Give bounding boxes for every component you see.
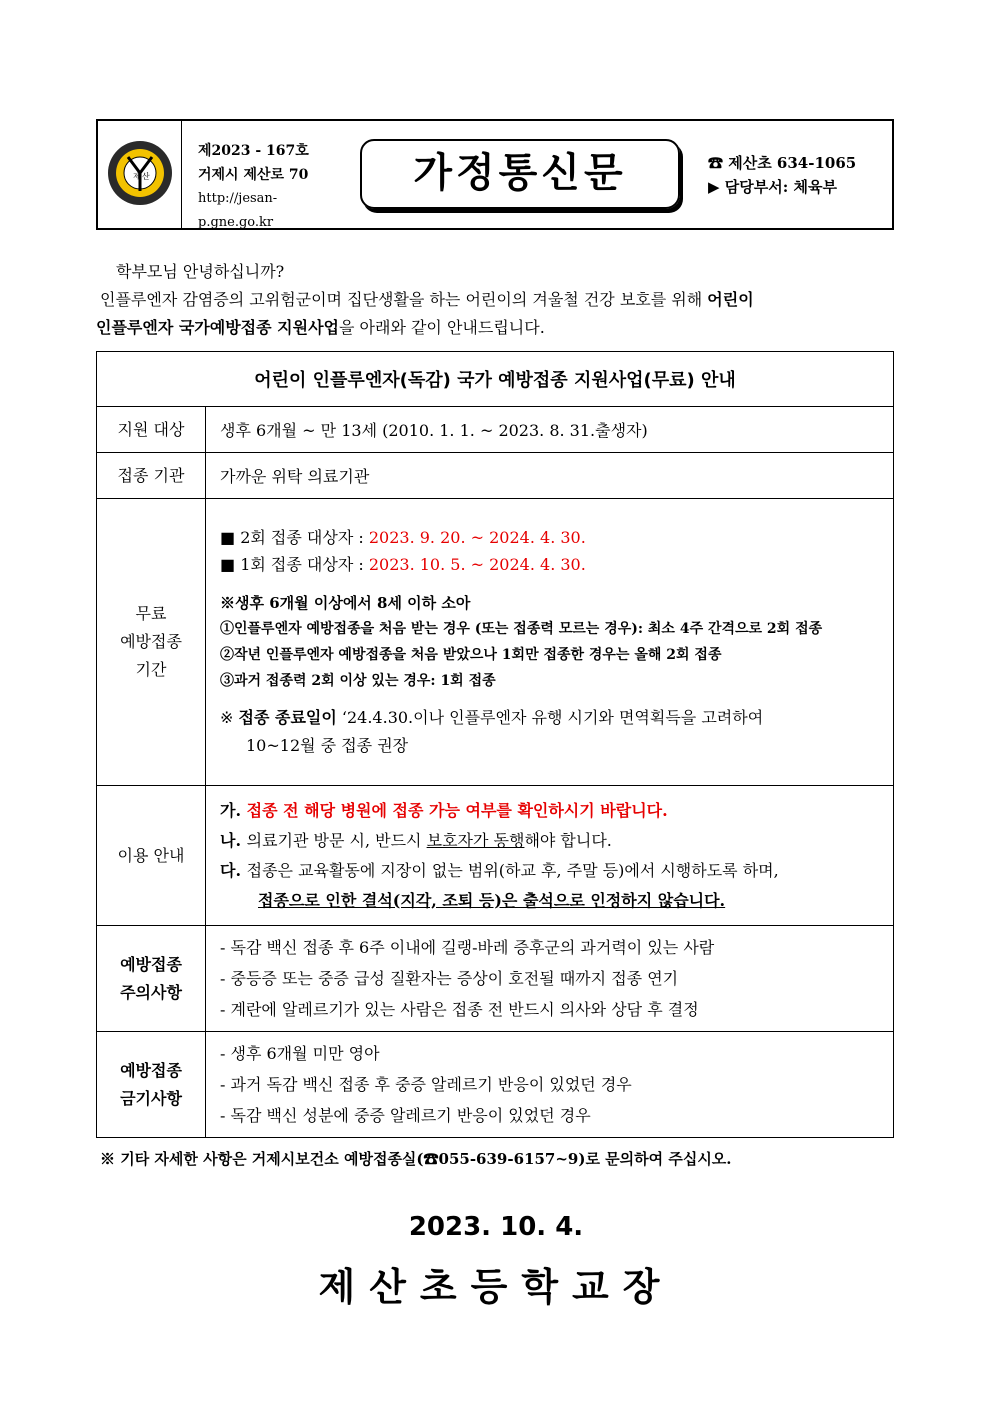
usage-c-text: 접종은 교육활동에 지장이 없는 범위(하교 후, 주말 등)에서 시행하도록 하며, (246, 860, 779, 880)
contra-item: - 과거 독감 백신 접종 후 중증 알레르기 반응이 있었던 경우 (220, 1075, 632, 1094)
period-label (97, 499, 206, 786)
contra-item: - 독감 백신 성분에 중증 알레르기 반응이 있었던 경우 (220, 1106, 591, 1125)
usage-item-c (220, 856, 893, 886)
contra-label-line: 예방접종 (120, 1060, 182, 1080)
letter-header (96, 119, 894, 230)
note-item: ①인플루엔자 예방접종을 처음 받는 경우 (또는 접종력 모르는 경우): 최소 4주 간격으로 2회 접종 (220, 621, 823, 637)
contra-item: - 생후 6개월 미만 영아 (220, 1044, 380, 1063)
period-1dose-label: ■ 1회 접종 대상자 : (220, 555, 369, 574)
period-1dose (220, 551, 893, 578)
school-address: 거제시 제산로 70 (198, 167, 309, 183)
program-name: 인플루엔자 국가예방접종 지원사업 (96, 318, 339, 337)
school-logo-cell (98, 121, 182, 228)
school-url[interactable]: http://jesan-p.gne.go.kr (198, 191, 278, 230)
institution-value: 가까운 위탁 의료기관 (206, 453, 894, 499)
table-caption: 어린이 인플루엔자(독감) 국가 예방접종 지원사업(무료) 안내 (97, 352, 894, 407)
contra-label (97, 1032, 206, 1138)
caution-item: - 독감 백신 접종 후 6주 이내에 길랭-바레 증후군의 과거력이 있는 사람 (220, 938, 715, 957)
caution-content (206, 926, 894, 1032)
contra-label-line: 금기사항 (120, 1088, 182, 1108)
usage-b-underline: 보호자가 동행 (426, 830, 525, 850)
usage-b-text: 의료기관 방문 시, 반드시 (246, 830, 427, 850)
vaccination-info-table (96, 351, 894, 1138)
target-label: 지원 대상 (97, 407, 206, 453)
usage-b-text-end: 해야 합니다. (524, 830, 612, 850)
usage-content (206, 786, 894, 926)
caution-item: - 중등증 또는 중증 급성 질환자는 증상이 호전될 때까지 접종 연기 (220, 969, 679, 988)
intro-text-2: 을 아래와 같이 안내드립니다. (338, 318, 545, 337)
caution-label (97, 926, 206, 1032)
period-label-line: 무료 (135, 604, 167, 623)
document-title: 가정통신문 (360, 139, 680, 209)
usage-c-underline: 접종으로 인한 결석(지각, 조퇴 등)은 출석으로 인정하지 않습니다. (258, 890, 726, 910)
intro-bold: 어린이 (707, 290, 754, 309)
caution-label-line: 예방접종 (120, 954, 182, 974)
usage-mark: 가. (220, 800, 247, 820)
contra-content (206, 1032, 894, 1138)
school-emblem-icon (98, 121, 182, 228)
usage-mark: 나. (220, 830, 247, 850)
period-content (206, 499, 894, 786)
target-value: 생후 6개월 ~ 만 13세 (2010. 1. 1. ~ 2023. 8. 31.출생자) (206, 407, 894, 453)
department: ▶ 담당부서: 체육부 (708, 178, 837, 196)
end-note-2: 10~12월 중 접종 권장 (246, 736, 409, 755)
usage-a-text: 접종 전 해당 병원에 접종 가능 여부를 확인하시기 바랍니다. (246, 800, 668, 820)
svg-text:산: 산 (142, 172, 150, 181)
usage-item-b (220, 826, 893, 856)
note-item: ③과거 접종력 2회 이상 있는 경우: 1회 접종 (220, 673, 496, 689)
period-1dose-value: 2023. 10. 5. ~ 2024. 4. 30. (368, 555, 586, 574)
usage-mark: 다. (220, 860, 247, 880)
intro-text: 인플루엔자 감염증의 고위험군이며 집단생활을 하는 어린이의 겨울철 건강 보호를 위해 (100, 290, 708, 309)
institution-label: 접종 기관 (97, 453, 206, 499)
note-item: ②작년 인플루엔자 예방접종을 처음 받았으나 1회만 접종한 경우는 올해 2회 접종 (220, 647, 722, 663)
svg-text:제: 제 (133, 172, 141, 181)
principal-signature: 제산초등학교장 (318, 1265, 674, 1309)
intro-line-2 (96, 314, 545, 342)
end-note (220, 704, 893, 732)
period-label-line: 예방접종 (120, 632, 182, 651)
caution-label-line: 주의사항 (120, 982, 182, 1002)
usage-label: 이용 안내 (97, 786, 206, 926)
period-2dose-label: ■ 2회 접종 대상자 : (220, 528, 369, 547)
contact-info (708, 151, 888, 199)
usage-item-a (220, 796, 893, 826)
school-phone: ☎ 제산초 634-1065 (708, 154, 857, 172)
caution-item: - 계란에 알레르기가 있는 사람은 접종 전 반드시 의사와 상담 후 결정 (220, 1000, 699, 1019)
greeting: 학부모님 안녕하십니까? (116, 262, 285, 281)
issue-date: 2023. 10. 4. (408, 1212, 584, 1242)
issue-info (198, 139, 348, 235)
period-2dose (220, 524, 893, 551)
end-note-text: ‘24.4.30.이나 인플루엔자 유행 시기와 면역획득을 고려하여 (336, 708, 764, 727)
issue-number: 제2023 - 167호 (198, 143, 309, 159)
end-note-mark: ※ (220, 708, 239, 727)
end-note-bold: 접종 종료일이 (238, 708, 337, 727)
contact-footnote: ※ 기타 자세한 사항은 거제시보건소 예방접종실(☎055-639-6157~9)로 문의하여 주십시오. (100, 1150, 732, 1168)
period-2dose-value: 2023. 9. 20. ~ 2024. 4. 30. (368, 528, 586, 547)
period-label-line: 기간 (135, 660, 167, 679)
note-title: ※생후 6개월 이상에서 8세 이하 소아 (220, 594, 471, 612)
intro-line (100, 286, 894, 314)
